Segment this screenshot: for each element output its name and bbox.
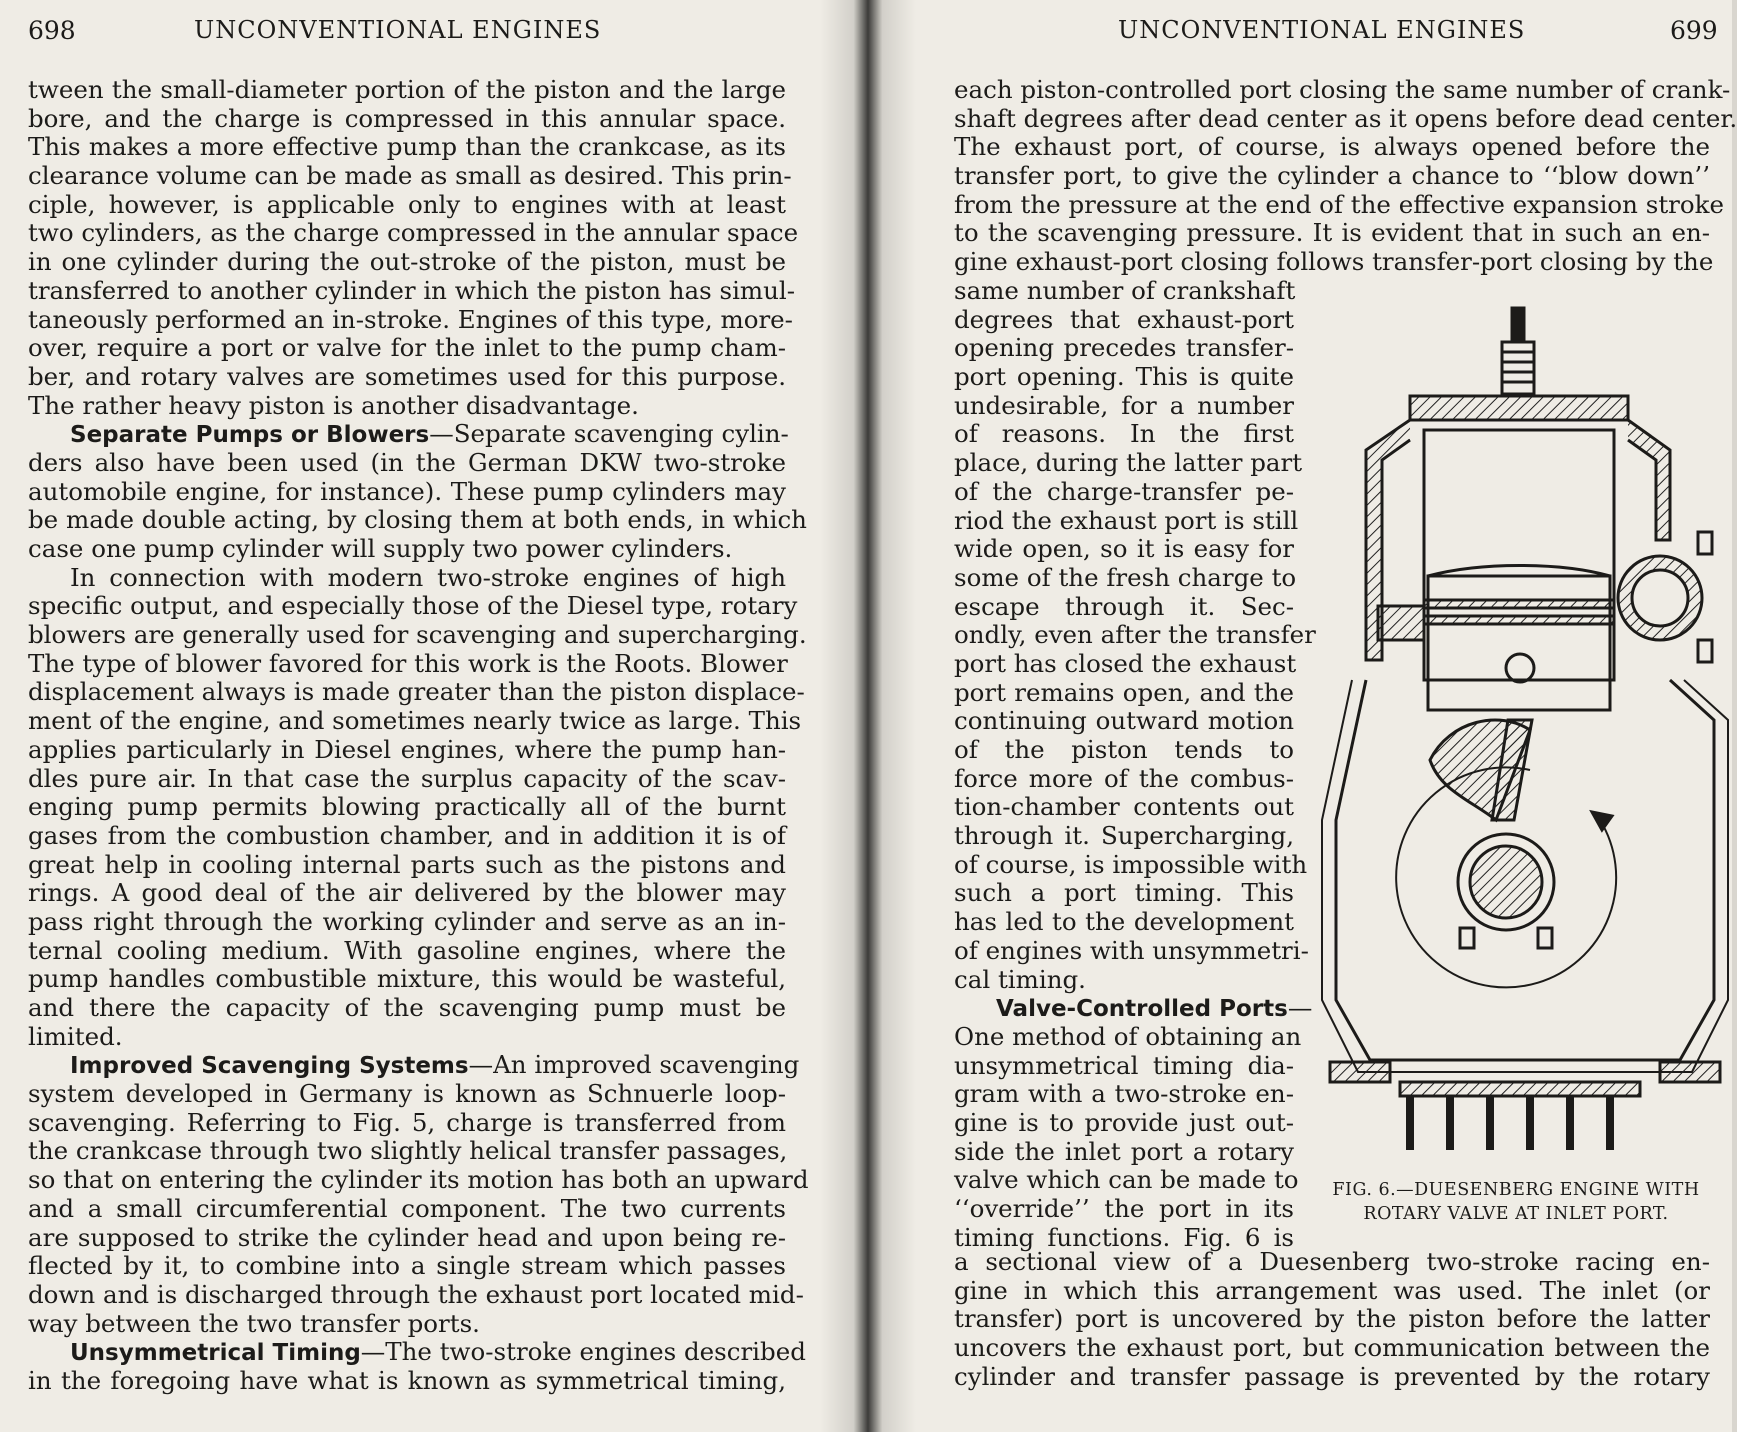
text-line: to the scavenging pressure. It is evident that in such an en- xyxy=(954,218,1710,248)
text-line: cylinder and transfer passage is prevented by the rotary xyxy=(954,1361,1710,1391)
text-line: limited. xyxy=(28,1021,123,1051)
text-line: in the foregoing have what is known as symmetrical timing, xyxy=(28,1365,786,1395)
text-line: port remains open, and the xyxy=(954,677,1294,707)
right-column-bottom xyxy=(954,1248,1710,1391)
text-line: cal timing. xyxy=(954,964,1086,994)
text-line: timing functions. Fig. 6 is xyxy=(954,1222,1294,1252)
text-line: port has closed the exhaust xyxy=(954,648,1297,678)
text-line: ‘‘override’’ the port in its xyxy=(954,1194,1294,1223)
text-line: ders also have been used (in the German DKW two-stroke xyxy=(28,447,786,477)
text-line: The type of blower favored for this work is the Roots. Blower xyxy=(28,648,788,678)
text-line: great help in cooling internal parts such as the pistons and xyxy=(28,849,786,879)
figure-caption xyxy=(1316,1178,1716,1226)
text-line: ternal cooling medium. With gasoline engines, where the xyxy=(28,935,786,965)
text-line: a sectional view of a Duesenberg two-stroke racing en- xyxy=(954,1247,1710,1276)
text-line: taneously performed an in-stroke. Engines of this type, more- xyxy=(28,304,793,334)
text-line: bore, and the charge is compressed in this annular space. xyxy=(28,103,786,133)
left-page xyxy=(0,0,862,1432)
text-line: The exhaust port, of course, is always opened before the xyxy=(954,132,1710,162)
text-line: continuing outward motion xyxy=(954,706,1294,736)
text-line: transfer port, to give the cylinder a chance to ‘‘blow down’’ xyxy=(954,161,1710,191)
text-line: gram with a two-stroke en- xyxy=(954,1079,1294,1109)
text-line: each piston-controlled port closing the same number of crank- xyxy=(954,75,1731,104)
text-line: system developed in Germany is known as Schnuerle loop- xyxy=(28,1079,786,1109)
text-line: In connection with modern two-stroke engines of high xyxy=(70,562,786,592)
text-line: pass right through the working cylinder and serve as an in- xyxy=(28,906,786,936)
text-line: ondly, even after the transfer xyxy=(954,620,1316,650)
page-number-right: 699 xyxy=(1670,16,1718,45)
text-line: from the pressure at the end of the effective expansion stroke xyxy=(954,189,1724,219)
section-heading-line xyxy=(954,993,1313,1023)
spark-plug-tip xyxy=(1512,308,1524,342)
text-line: of the charge-transfer pe- xyxy=(954,476,1294,506)
text-line: gine is to provide just out- xyxy=(954,1107,1294,1137)
text-line: riod the exhaust port is still xyxy=(954,505,1299,535)
text-line: applies particularly in Diesel engines, where the pump han- xyxy=(28,734,786,764)
text-line: so that on entering the cylinder its motion has both an upward xyxy=(28,1165,809,1195)
cylinder-wall-right xyxy=(1628,420,1670,540)
text-line: shaft degrees after dead center as it opens before dead center. xyxy=(954,103,1737,133)
text-line: wide open, so it is easy for xyxy=(954,534,1294,564)
text-line: automobile engine, for instance). These pump cylinders may xyxy=(28,476,786,506)
text-line: side the inlet port a rotary xyxy=(954,1136,1294,1166)
section-heading: Separate Pumps or Blowers xyxy=(70,422,430,449)
right-column-top xyxy=(954,75,1737,277)
text-line: escape through it. Sec- xyxy=(954,591,1294,621)
text-line: and a small circumferential component. The two currents xyxy=(28,1193,786,1223)
piston xyxy=(1428,576,1610,710)
text-line: valve which can be made to xyxy=(954,1165,1299,1195)
running-head-left: UNCONVENTIONAL ENGINES xyxy=(194,16,602,44)
text-line: displacement always is made greater than the piston displace- xyxy=(28,677,805,707)
engine-cross-section-figure xyxy=(1300,300,1720,1160)
text-line: of reasons. In the first xyxy=(954,419,1294,449)
wrist-pin xyxy=(1506,654,1534,682)
text-line: down and is discharged through the exhaust port located mid- xyxy=(28,1279,804,1309)
text-line: of course, is impossible with xyxy=(954,849,1308,879)
text-line: blowers are generally used for scavenging and supercharging. xyxy=(28,620,807,650)
text-line: The rather heavy piston is another disadvantage. xyxy=(28,390,639,420)
exhaust-port xyxy=(1378,606,1424,640)
text-line: has led to the development xyxy=(954,907,1294,937)
text-line: clearance volume can be made as small as desired. This prin- xyxy=(28,161,792,191)
text-line: some of the fresh charge to xyxy=(954,562,1297,592)
right-column-narrow xyxy=(954,276,1316,1252)
section-lead: —The two-stroke engines described xyxy=(360,1337,806,1367)
text-line: rings. A good deal of the air delivered by the blower may xyxy=(28,878,786,908)
text-line: uncovers the exhaust port, but communication between the xyxy=(954,1333,1710,1363)
text-line: through it. Supercharging, xyxy=(954,821,1294,851)
text-line: way between the two transfer ports. xyxy=(28,1308,480,1338)
text-line: of engines with unsymmetri- xyxy=(954,935,1309,965)
section-heading: Valve-Controlled Ports xyxy=(996,996,1288,1023)
valve-bolt-top xyxy=(1698,532,1712,554)
text-line: flected by it, to combine into a single stream which passes xyxy=(28,1251,786,1281)
text-line: gine exhaust-port closing follows transfer-port closing by the xyxy=(954,247,1714,277)
text-line: such a port timing. This xyxy=(954,878,1294,908)
text-line: transferred to another cylinder in which the piston has simul- xyxy=(28,275,796,305)
valve-bolt-bottom xyxy=(1698,640,1712,662)
section-heading: Improved Scavenging Systems xyxy=(70,1053,469,1080)
text-line: ment of the engine, and sometimes nearly twice as large. This xyxy=(28,706,802,736)
text-line: tion-chamber contents out xyxy=(954,792,1294,822)
text-line: transfer) port is uncovered by the piston before the latter xyxy=(954,1304,1710,1334)
oil-sump xyxy=(1400,1082,1640,1096)
text-line: same number of crankshaft xyxy=(954,276,1296,305)
text-line: pump handles combustible mixture, this would be wasteful, xyxy=(28,964,786,994)
text-line: of the piston tends to xyxy=(954,735,1294,764)
left-column xyxy=(28,75,809,1396)
section-lead: —An improved scavenging xyxy=(468,1050,800,1080)
section-lead: —Separate scavenging cylin- xyxy=(429,419,789,449)
text-line: and there the capacity of the scavenging pump must be xyxy=(28,993,786,1022)
page-number-left: 698 xyxy=(28,16,76,45)
section-heading-line xyxy=(28,1337,806,1367)
text-line: are supposed to strike the cylinder head and upon being re- xyxy=(28,1222,786,1252)
text-line: force more of the combus- xyxy=(954,763,1294,793)
spark-plug-body xyxy=(1502,342,1534,394)
text-line: the crankcase through two slightly helical transfer passages, xyxy=(28,1136,788,1166)
text-line: gases from the combustion chamber, and in addition it is of xyxy=(28,820,786,850)
section-heading-line xyxy=(28,419,789,449)
cylinder-liner xyxy=(1424,430,1614,680)
section-heading: Unsymmetrical Timing xyxy=(70,1340,361,1367)
rotation-arrow xyxy=(1592,812,1612,830)
text-line: be made double acting, by closing them at both ends, in which xyxy=(28,505,807,535)
figure-caption-line: ROTARY VALVE AT INLET PORT. xyxy=(1363,1204,1669,1224)
figure-caption-line: FIG. 6.—DUESENBERG ENGINE WITH xyxy=(1332,1180,1700,1200)
text-line: ciple, however, is applicable only to engines with at least xyxy=(28,189,786,219)
text-line: over, require a port or valve for the inlet to the pump cham- xyxy=(28,333,786,363)
running-head-right: UNCONVENTIONAL ENGINES xyxy=(1118,16,1526,44)
section-lead: — xyxy=(1287,993,1313,1023)
text-line: This makes a more effective pump than the crankcase, as its xyxy=(28,132,786,162)
text-line: opening precedes transfer- xyxy=(954,333,1294,363)
text-line: dles pure air. In that case the surplus capacity of the scav- xyxy=(28,763,786,793)
text-line: ber, and rotary valves are sometimes used for this purpose. xyxy=(28,361,786,391)
text-line: two cylinders, as the charge compressed in the annular space xyxy=(28,218,799,248)
text-line: place, during the latter part xyxy=(954,448,1303,478)
text-line: port opening. This is quite xyxy=(954,362,1294,392)
text-line: scavenging. Referring to Fig. 5, charge is transferred from xyxy=(28,1107,786,1137)
text-line: case one pump cylinder will supply two power cylinders. xyxy=(28,534,733,563)
text-line: tween the small-diameter portion of the piston and the large xyxy=(28,75,786,104)
section-heading-line xyxy=(28,1050,800,1080)
cylinder-head xyxy=(1410,396,1628,420)
text-line: in one cylinder during the out-stroke of the piston, must be xyxy=(28,247,786,277)
text-line: undesirable, for a number xyxy=(954,390,1294,420)
text-line: gine in which this arrangement was used. The inlet (or xyxy=(954,1275,1710,1305)
text-line: One method of obtaining an xyxy=(954,1021,1302,1051)
text-line: unsymmetrical timing dia- xyxy=(954,1050,1294,1080)
text-line: enging pump permits blowing practically all of the burnt xyxy=(28,792,786,822)
text-line: specific output, and especially those of the Diesel type, rotary xyxy=(28,591,798,621)
text-line: degrees that exhaust-port xyxy=(954,304,1294,334)
